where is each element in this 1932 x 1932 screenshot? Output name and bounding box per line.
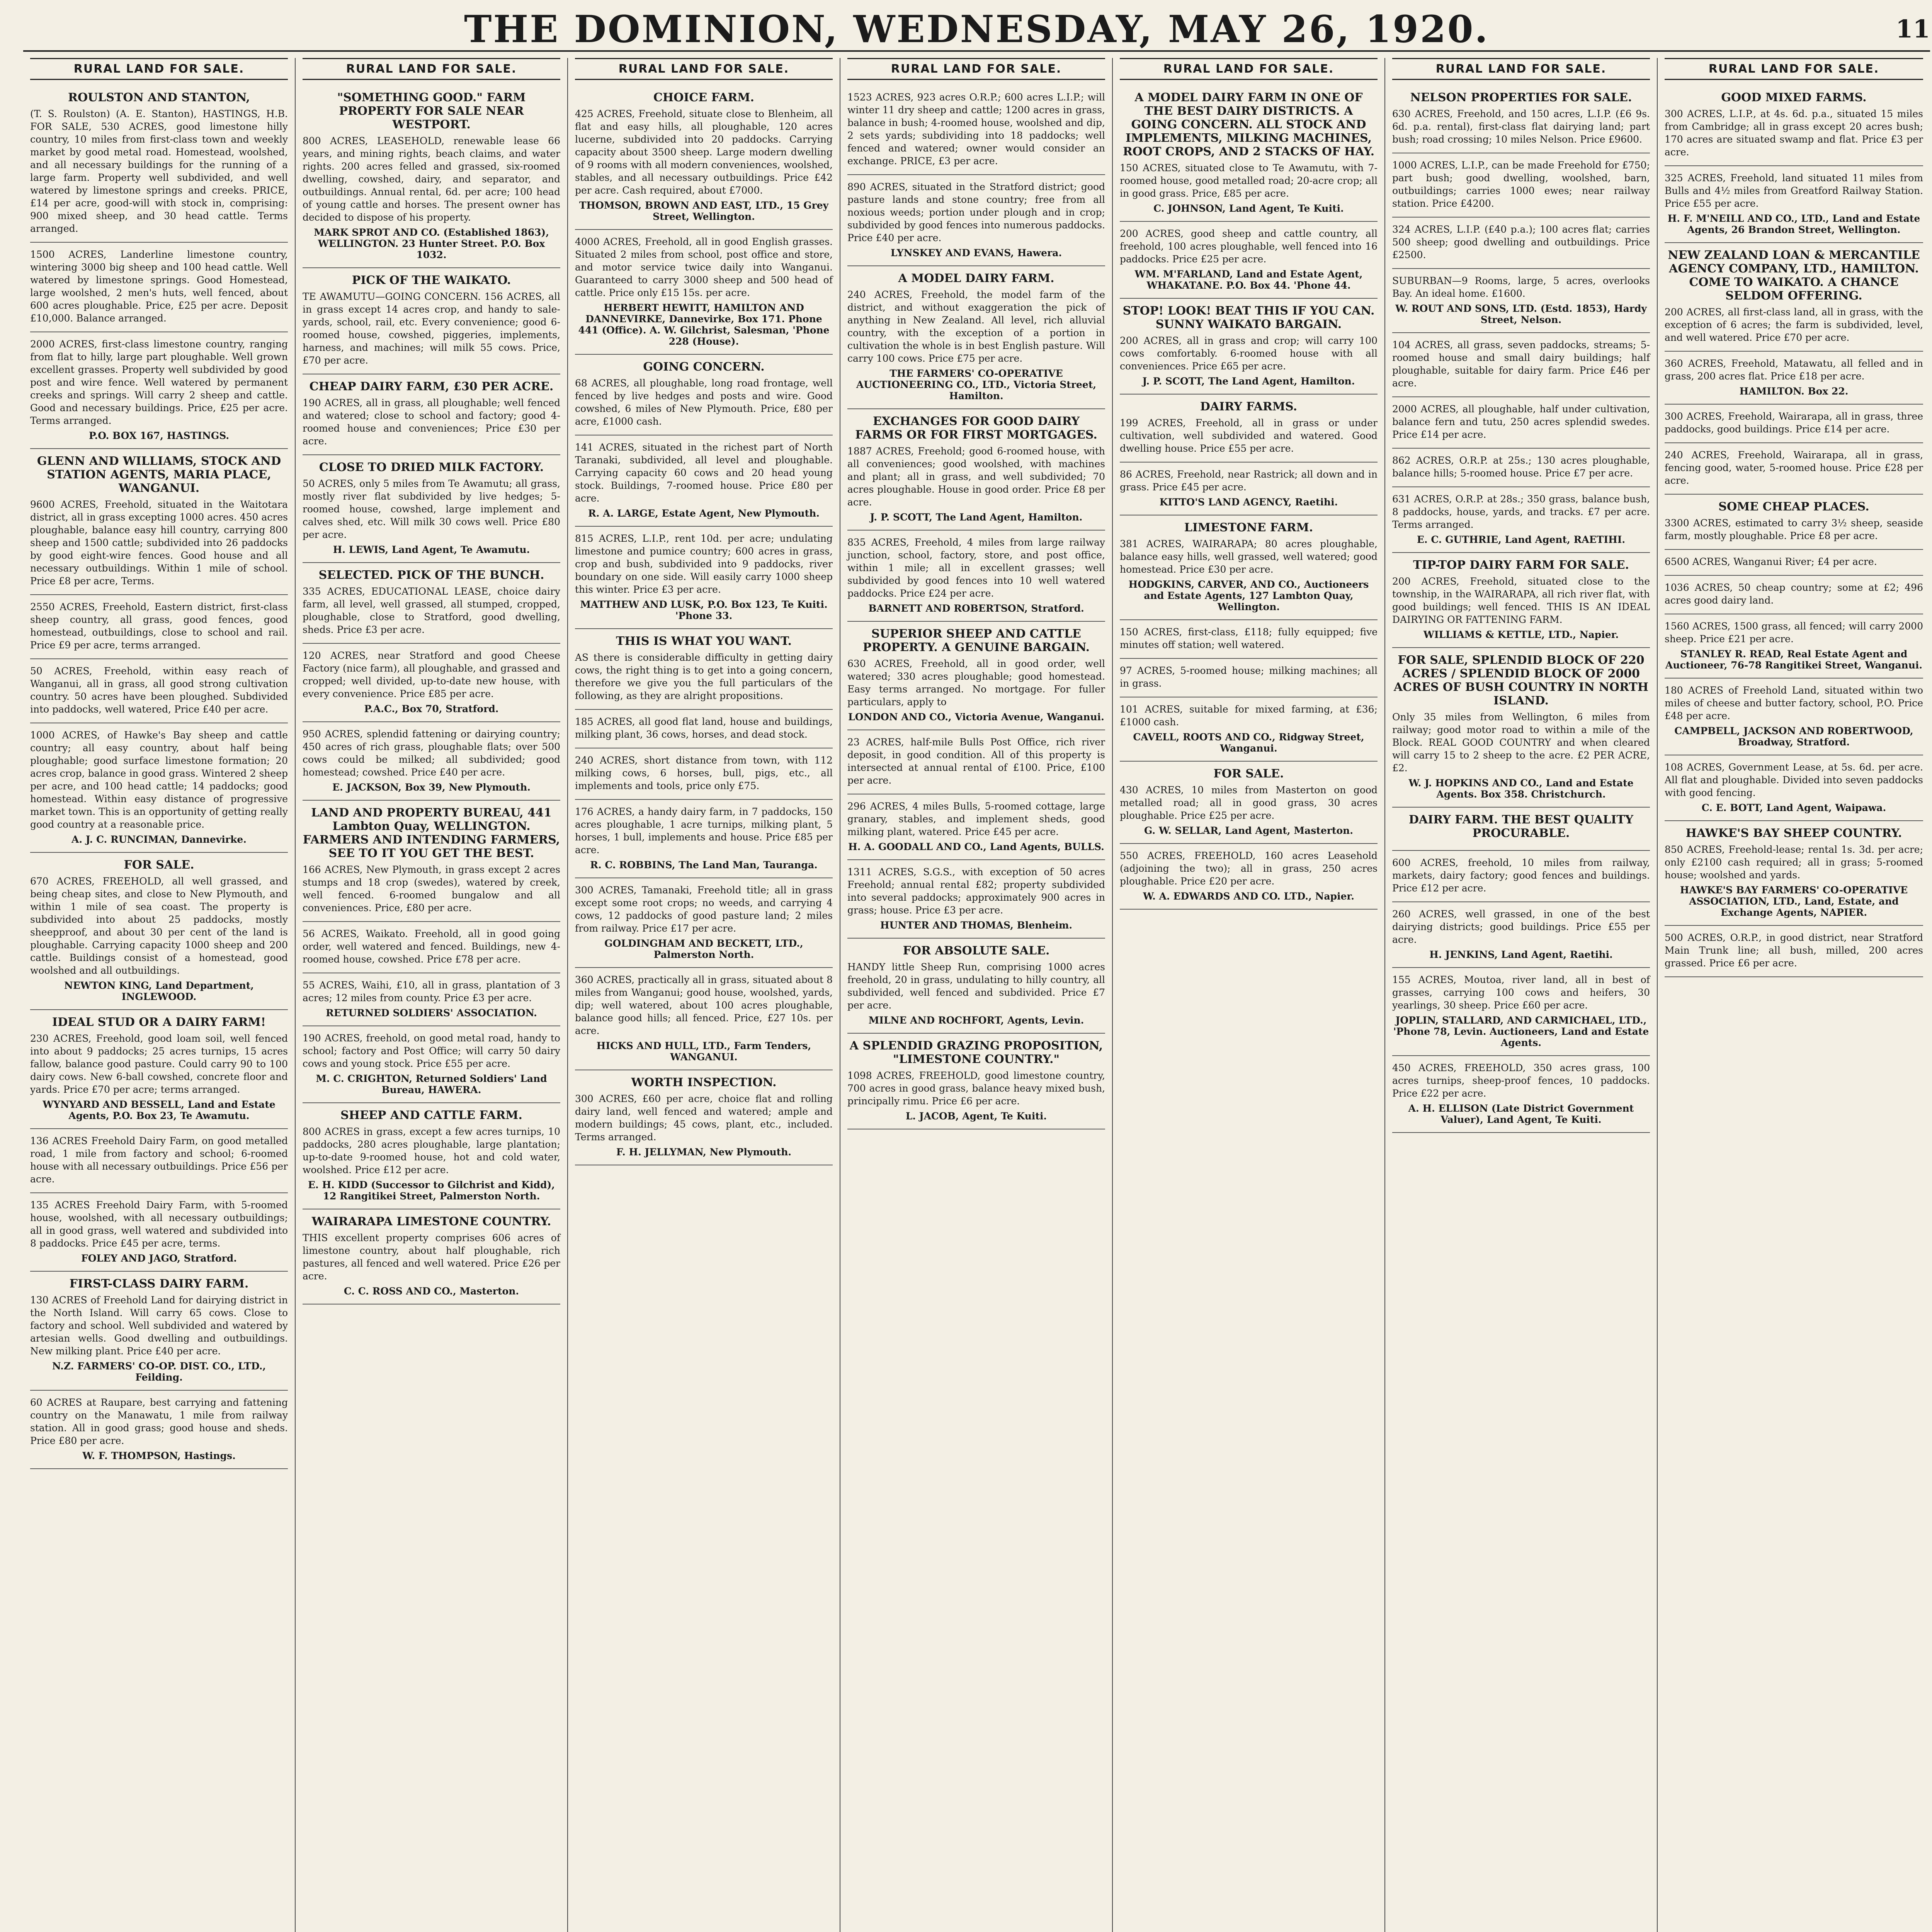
advertisement-body: 631 ACRES, O.R.P. at 28s.; 350 grass, balance bush, 8 paddocks, house, yards, and tracks. £7 per acre. Terms arranged. [1392,493,1650,530]
advertisement-title: WAIRARAPA LIMESTONE COUNTRY. [311,1215,551,1228]
advertisement [575,968,833,1070]
advertisement-body: 600 ACRES, freehold, 10 miles from railway, markets, dairy factory; good fences and buildings. Price £12 per acre. [1392,857,1650,894]
advertiser-signature: RETURNED SOLDIERS' ASSOCIATION. [326,1007,537,1019]
advertisement [1392,153,1650,218]
advertisement [1120,515,1378,620]
advertisement-body: 199 ACRES, Freehold, all in grass or under cultivation, well subdivided and watered. Good dwelling house. Price £55 per acre. [1120,417,1378,454]
advertisement [303,801,560,922]
advertisement-body: 550 ACRES, FREEHOLD, 160 acres Leasehold (adjoining the two); all in grass, 250 acres ploughable. Price £20 per acre. [1120,850,1378,887]
advertiser-signature: GOLDINGHAM AND BECKETT, LTD., Palmerston North. [604,938,803,960]
advertisement [30,853,288,1010]
advertisement-body: 835 ACRES, Freehold, 4 miles from large railway junction, school, factory, store, and post office, within 1 mile; all in excellent grasses; well subdivided by good fences into 10 well watered paddocks. Price £24 per acre. [847,537,1105,599]
newspaper-column [1113,58,1385,1932]
advertisement-body: 300 ACRES, Tamanaki, Freehold title; all in grass except some root crops; no weeds, and carrying 4 cows, 12 paddocks of good pasture land; 2 miles from railway. Price £17 per acre. [575,884,833,934]
advertisement-body: 136 ACRES Freehold Dairy Farm, on good metalled road, 1 mile from factory and school; 6-roomed house with all necessary outbuildings. Price £56 per acre. [30,1135,288,1185]
advertisement-body: 120 ACRES, near Stratford and good Cheese Factory (nice farm), all ploughable, and grassed and cropped; well divided, up-to-date new house, with every convenience. Price £85 per acre. [303,650,560,699]
advertisement [30,1129,288,1193]
advertisement-title: CLOSE TO DRIED MILK FACTORY. [319,461,544,474]
newspaper-column [1385,58,1658,1932]
advertisement [1392,487,1650,553]
advertisement [1665,352,1923,405]
advertisement-body: 2000 ACRES, first-class limestone country, ranging from flat to hilly, large part ploughable. Well grown excellent grasses. Property well subdivided by good post and wire fence. Well watered by permanent creeks and springs. Will carry 2 sheep and cattle. Good and necessary buildings. Price, £25 per acre. Terms arranged. [30,338,288,426]
advertisement [847,1034,1105,1129]
advertisement-title: GOOD MIXED FARMS. [1721,91,1867,104]
advertisement [1392,218,1650,269]
advertisement-body: 850 ACRES, Freehold-lease; rental 1s. 3d. per acre; only £2100 cash required; all in grass; 5-roomed house; woolshed and yards. [1665,844,1923,881]
advertiser-signature: W. ROUT AND SONS, LTD. (Estd. 1853), Hardy Street, Nelson. [1395,303,1647,325]
advertisement-body: 141 ACRES, situated in the richest part of North Taranaki, subdivided, all level and ploughable. Carrying capacity 60 cows and 20 head young stock. Buildings, 7-roomed house. Price £80 per acre. [575,442,833,504]
advertisement [1665,405,1923,443]
advertiser-signature: THOMSON, BROWN AND EAST, LTD., 15 Grey Street, Wellington. [579,200,829,222]
advertisement [303,374,560,455]
advertisement-body: 630 ACRES, Freehold, all in good order, well watered; 330 acres ploughable; good homestead. Easy terms arranged. No mortgage. For fuller particulars, apply to [847,658,1105,707]
advertiser-signature: CAVELL, ROOTS AND CO., Ridgway Street, Wanganui. [1133,731,1364,754]
advertisement-title: HAWKE'S BAY SHEEP COUNTRY. [1685,827,1902,840]
column-heading: RURAL LAND FOR SALE. [575,58,833,80]
masthead [23,8,1930,52]
advertiser-signature: WYNYARD AND BESSELL, Land and Estate Agents, P.O. Box 23, Te Awamutu. [43,1099,276,1121]
advertiser-signature: R. A. LARGE, Estate Agent, New Plymouth. [588,508,820,519]
advertisement-title: IDEAL STUD OR A DAIRY FARM! [52,1015,266,1029]
advertisement-body: 324 ACRES, L.I.P. (£40 p.a.); 100 acres flat; carries 500 sheep; good dwelling and outbuildings. Price £2500. [1392,224,1650,260]
advertisement [1392,333,1650,397]
advertisement-body: TE AWAMUTU—GOING CONCERN. 156 ACRES, all in grass except 14 acres crop, and handy to sale-yards, school, rail, etc. Every convenience; good 6-roomed house, cowshed, piggeries, implements, harness, and machines; will milk 55 cows. Price, £70 per acre. [303,291,560,366]
advertisement [303,563,560,644]
advertiser-signature: FOLEY AND JAGO, Stratford. [81,1253,237,1264]
advertisement [1665,495,1923,550]
advertiser-signature: R. C. ROBBINS, The Land Man, Tauranga. [590,859,818,871]
advertisement [575,355,833,435]
advertisement-body: 450 ACRES, FREEHOLD, 350 acres grass, 100 acres turnips, sheep-proof fences, 10 paddocks. Price £22 per acre. [1392,1062,1650,1099]
newspaper-column [840,58,1113,1932]
advertisement-body: Only 35 miles from Wellington, 6 miles from railway; good motor road to within a mile of the Block. REAL GOOD COUNTRY and when cleared will carry 15 to 2 sheep to the acre. £2 PER ACRE, £2. [1392,711,1650,774]
advertisement-body: 130 ACRES of Freehold Land for dairying district in the North Island. Will carry 65 cows. Close to factory and school. Well subdivided and watered by artesian wells. Good dwelling and outbuildings. New milking plant. Price £40 per acre. [30,1294,288,1357]
advertisement [303,268,560,374]
advertisement-title: ROULSTON AND STANTON, [68,91,250,104]
advertisement-body: 176 ACRES, a handy dairy farm, in 7 paddocks, 150 acres ploughable, 1 acre turnips, milking plant, 5 horses, 1 bull, implements and house. Price £85 per acre. [575,806,833,855]
advertisement [30,1193,288,1272]
advertisement-body: 108 ACRES, Government Lease, at 5s. 6d. per acre. All flat and ploughable. Divided into seven paddocks with good fencing. [1665,762,1923,798]
advertisement-body: 101 ACRES, suitable for mixed farming, at £36; £1000 cash. [1120,704,1378,728]
advertisement [575,435,833,527]
advertisement-body: 1523 ACRES, 923 acres O.R.P.; 600 acres L.I.P.; will winter 11 dry sheep and cattle; 1200 acres in grass, balance in bush; 4-roomed house, woolshed and dip, 2 sets yards; subdividing into 18 paddocks; well fenced and watered; owner would consider an exchange. PRICE, £3 per acre. [847,92,1105,167]
advertisement-body: 240 ACRES, Freehold, the model farm of the district, and without exaggeration the pick of anything in New Zealand. All level, rich alluvial country, with the exception of a portion in cultivation the whole is in best English pasture. Will carry 100 cows. Price £75 per acre. [847,289,1105,364]
advertisement [1392,648,1650,808]
advertisement [30,449,288,595]
advertisement-body: 200 ACRES, good sheep and cattle country, all freehold, 100 acres ploughable, well fenced into 16 paddocks. Price £25 per acre. [1120,228,1378,265]
advertisement [30,595,288,659]
advertiser-signature: C. JOHNSON, Land Agent, Te Kuiti. [1153,203,1344,214]
advertisement-body: 1000 ACRES, of Hawke's Bay sheep and cattle country; all easy country, about half being ploughable; good surface limestone formation; 20 acres crop, balance in good grass. Wintered 2 sheep per acre, and 100 head cattle; 14 paddocks; good homestead. Within easy distance of progressive market town. This is an opportunity of getting really good country at a reasonable price. [30,730,288,830]
advertisement-title: CHEAP DAIRY FARM, £30 PER ACRE. [309,380,554,393]
advertisement [1120,762,1378,844]
advertisement-body: 166 ACRES, New Plymouth, in grass except 2 acres stumps and 18 crop (swedes), watered by creek, well fenced. 6-roomed bungalow and all conveniences. Price, £80 per acre. [303,864,560,913]
advertisement-title: STOP! LOOK! BEAT THIS IF YOU CAN. SUNNY WAIKATO BARGAIN. [1122,304,1375,331]
advertisement-title: CHOICE FARM. [653,91,754,104]
advertiser-signature: HODGKINS, CARVER, AND CO., Auctioneers and Estate Agents, 127 Lambton Quay, Wellington. [1128,579,1369,612]
advertisement-title: FOR SALE. [124,858,194,872]
advertiser-signature: N.Z. FARMERS' CO-OP. DIST. CO., LTD., Feilding. [52,1361,266,1383]
advertisement-title: A SPLENDID GRAZING PROPOSITION, "LIMESTONE COUNTRY." [849,1039,1103,1066]
advertisement [847,622,1105,730]
advertisement [847,85,1105,175]
advertisement [1665,166,1923,243]
advertisement-title: LIMESTONE FARM. [1184,521,1313,534]
advertisement [1392,269,1650,333]
advertisement [1392,85,1650,153]
advertisement [1665,550,1923,576]
advertisement-body: HANDY little Sheep Run, comprising 1000 acres freehold, 20 in grass, undulating to hilly country, all subdivided, well fenced and subdivided. Price £7 per acre. [847,961,1105,1011]
advertisement-title: A MODEL DAIRY FARM. [898,272,1054,285]
advertisement-body: 1311 ACRES, S.G.S., with exception of 50 acres Freehold; annual rental £82; property subdivided into several paddocks; approximately 900 acres in grass; house. Price £3 per acre. [847,866,1105,916]
advertisement [30,1010,288,1129]
advertisement-body: 4000 ACRES, Freehold, all in good English grasses. Situated 2 miles from school, post office and store, and motor service twice daily into Wanganui. Guaranteed to carry 3000 sheep and 500 head of cattle. Price only £15 15s. per acre. [575,236,833,298]
advertiser-signature: LONDON AND CO., Victoria Avenue, Wanganui. [848,711,1104,723]
advertisement-title: A MODEL DAIRY FARM IN ONE OF THE BEST DAIRY DISTRICTS. A GOING CONCERN. ALL STOCK AND IMPLEMENTS, MILKING MACHINES, ROOT CROPS, AND 2 STACKS OF HAY. [1122,91,1375,158]
column-heading: RURAL LAND FOR SALE. [847,58,1105,80]
advertisement [1120,299,1378,395]
advertiser-signature: E. JACKSON, Box 39, New Plymouth. [332,782,531,793]
advertiser-signature: P.O. BOX 167, HASTINGS. [88,430,230,441]
advertisement-body: AS there is considerable difficulty in getting dairy cows, the right thing is to get into a going concern, therefore we give you the full particulars of the following, as they are alright propositions. [575,652,833,701]
advertisement [303,1209,560,1304]
advertisement [30,659,288,723]
advertiser-signature: LYNSKEY AND EVANS, Hawera. [890,247,1062,259]
advertiser-signature: WM. M'FARLAND, Land and Estate Agent, WHAKATANE. P.O. Box 44. 'Phone 44. [1134,269,1363,291]
advertisement-body: 104 ACRES, all grass, seven paddocks, streams; 5-roomed house and small dairy buildings; half ploughable, suitable for dairy farm. Price £46 per acre. [1392,339,1650,389]
advertiser-signature: MILNE AND ROCHFORT, Agents, Levin. [868,1015,1084,1026]
advertisement-title: NELSON PROPERTIES FOR SALE. [1410,91,1632,104]
advertisement [1665,755,1923,821]
advertisement [575,1070,833,1165]
advertisement-body: 180 ACRES of Freehold Land, situated within two miles of cheese and butter factory, school, P.O. Price £48 per acre. [1665,685,1923,721]
advertisement [30,85,288,243]
advertisement-body: 670 ACRES, FREEHOLD, all well grassed, and being cheap sites, and close to New Plymouth, and within 1 mile of sea coast. The property is subdivided into about 25 paddocks, mostly sheepproof, and about 30 per cent of the land is ploughable. Carrying capacity 1000 sheep and 200 cattle. Buildings consist of a homestead, good woolshed and all outbuildings. [30,876,288,976]
advertisement-body: 1560 ACRES, 1500 grass, all fenced; will carry 2000 sheep. Price £21 per acre. [1665,621,1923,645]
page-number: 11 [1895,14,1930,44]
advertisement [303,973,560,1026]
newspaper-column [568,58,840,1932]
advertisement-body: 240 ACRES, short distance from town, with 112 milking cows, 6 horses, bull, pigs, etc., all implements and tools, price only £75. [575,755,833,791]
advertiser-signature: A. J. C. RUNCIMAN, Dannevirke. [71,834,247,845]
advertisement [1665,821,1923,926]
advertisement [1120,463,1378,515]
advertisement-body: 1036 ACRES, 50 cheap country; some at £2; 496 acres good dairy land. [1665,582,1923,606]
advertisement-body: 56 ACRES, Waikato. Freehold, all in good going order, well watered and fenced. Buildings, new 4-roomed house, cowshed. Price £78 per acre. [303,928,560,965]
advertisement [1392,851,1650,902]
advertisement-body: 86 ACRES, Freehold, near Rastrick; all down and in grass. Price £45 per acre. [1120,469,1378,493]
advertisement [847,939,1105,1034]
advertisement [1665,243,1923,352]
advertisement [1665,614,1923,679]
advertisement-body: 950 ACRES, splendid fattening or dairying country; 450 acres of rich grass, ploughable flats; over 500 cows could be milked; all subdivided; good homestead; cowshed. Price £40 per acre. [303,728,560,778]
advertisement [575,878,833,968]
newspaper-title: THE DOMINION, WEDNESDAY, MAY 26, 1920. [464,7,1489,51]
advertisement-title: LAND AND PROPERTY BUREAU, 441 Lambton Quay, WELLINGTON. FARMERS AND INTENDING FARMERS, SEE TO IT YOU GET THE BEST. [303,806,560,860]
advertiser-signature: MATTHEW AND LUSK, P.O. Box 123, Te Kuiti. 'Phone 33. [580,599,828,621]
advertisement-body: 55 ACRES, Waihi, £10, all in grass, plantation of 3 acres; 12 miles from county. Price £3 per acre. [303,980,560,1003]
advertisement-body: 60 ACRES at Raupare, best carrying and fattening country on the Manawatu, 1 mile from railway station. All in good grass; good house and sheds. Price £80 per acre. [30,1397,288,1446]
advertisement-body: 300 ACRES, L.I.P., at 4s. 6d. p.a., situated 15 miles from Cambridge; all in grass except 20 acres bush; 170 acres are situated swamp and flat. Price £3 per acre. [1665,108,1923,158]
advertisement [30,1272,288,1391]
advertisement-body: 97 ACRES, 5-roomed house; milking machines; all in grass. [1120,665,1378,689]
advertisement-body: 2550 ACRES, Freehold, Eastern district, first-class sheep country, all grass, good fences, good homestead, outbuildings, close to school and rail. Price £9 per acre, terms arranged. [30,601,288,651]
advertisement-title: FOR ABSOLUTE SALE. [903,944,1050,957]
advertisement [30,1391,288,1469]
advertisement-body: 325 ACRES, Freehold, land situated 11 miles from Bulls and 4½ miles from Greatford Railway Station. Price £55 per acre. [1665,172,1923,209]
advertisement [847,266,1105,409]
advertisement [303,455,560,563]
advertisement [1665,443,1923,495]
advertisement-body: 815 ACRES, L.I.P., rent 10d. per acre; undulating limestone and pumice country; 600 acres in grass, crop and bush, subdivided into 9 paddocks, river boundary on one side. Will easily carry 1000 sheep this winter. Price £3 per acre. [575,533,833,595]
column-heading: RURAL LAND FOR SALE. [1665,58,1923,80]
advertiser-signature: HUNTER AND THOMAS, Blenheim. [880,920,1073,931]
advertiser-signature: G. W. SELLAR, Land Agent, Masterton. [1144,825,1354,836]
advertisement-body: 2000 ACRES, all ploughable, half under cultivation, balance fern and tutu, 250 acres splendid swedes. Price £14 per acre. [1392,403,1650,440]
advertiser-signature: C. E. BOTT, Land Agent, Waipawa. [1701,802,1886,813]
advertisement-body: 240 ACRES, Freehold, Wairarapa, all in grass, fencing good, water, 5-roomed house. Price £28 per acre. [1665,449,1923,486]
advertiser-signature: THE FARMERS' CO-OPERATIVE AUCTIONEERING CO., LTD., Victoria Street, Hamilton. [856,368,1097,401]
advertiser-signature: HICKS AND HULL, LTD., Farm Tenders, WANGANUI. [596,1040,811,1063]
advertisement-body: 1500 ACRES, Landerline limestone country, wintering 3000 big sheep and 100 head cattle. Well watered by limestone springs. Good Homestead, large woolshed, 2 men's huts, well fenced, about 600 acres ploughable. Price, £25 per acre. Deposit £10,000. Balance arranged. [30,249,288,324]
advertisement [1665,926,1923,977]
advertisement [1392,449,1650,487]
advertiser-signature: A. H. ELLISON (Late District Government Valuer), Land Agent, Te Kuiti. [1408,1103,1634,1125]
advertisement-body: 190 ACRES, all in grass, all ploughable; well fenced and watered; close to school and factory; good 4-roomed house and conveniences; Price £30 per acre. [303,397,560,447]
advertisement-body: 360 ACRES, practically all in grass, situated about 8 miles from Wanganui; good house, woolshed, yards, dip; well watered, about 100 acres ploughable, balance good hills; all fenced. Price, £27 10s. per acre. [575,974,833,1036]
advertiser-signature: E. C. GUTHRIE, Land Agent, RAETIHI. [1417,534,1626,545]
advertisement-body: 135 ACRES Freehold Dairy Farm, with 5-roomed house, woolshed, with all necessary outbuildings; all in good grass, well watered and subdivided into 8 paddocks. Price £45 per acre, terms. [30,1199,288,1249]
advertisement-title: THIS IS WHAT YOU WANT. [616,634,792,648]
advertisement [1392,1056,1650,1133]
advertisement-body: 200 ACRES, all first-class land, all in grass, with the exception of 6 acres; the farm is subdivided, level, and well watered. Price £70 per acre. [1665,306,1923,343]
advertisement-title: GOING CONCERN. [643,360,765,374]
advertisement [303,1026,560,1103]
advertisement [1120,85,1378,222]
advertisement-body: 630 ACRES, Freehold, and 150 acres, L.I.P. (£6 9s. 6d. p.a. rental), first-class flat dairying land; part bush; road crossing; 10 miles Nelson. Price £9600. [1392,108,1650,145]
advertisement [1120,395,1378,463]
advertisement [847,175,1105,266]
column-heading: RURAL LAND FOR SALE. [1392,58,1650,80]
advertisement [303,644,560,722]
advertisement [1665,85,1923,166]
advertiser-signature: JOPLIN, STALLARD, AND CARMICHAEL, LTD., 'Phone 78, Levin. Auctioneers, Land and Estate Agents. [1393,1015,1649,1048]
advertiser-signature: E. H. KIDD (Successor to Gilchrist and Kidd), 12 Rangitikei Street, Palmerston North. [308,1179,555,1202]
advertisement [1120,844,1378,910]
advertisement [30,723,288,853]
advertiser-signature: STANLEY R. READ, Real Estate Agent and Auctioneer, 76-78 Rangitikei Street, Wanganui. [1665,648,1923,671]
advertisement-body: 6500 ACRES, Wanganui River; £4 per acre. [1665,556,1877,567]
newspaper-column [23,58,296,1932]
advertiser-signature: H. LEWIS, Land Agent, Te Awamutu. [333,544,530,555]
newspaper-column [296,58,568,1932]
advertiser-signature: H. A. GOODALL AND CO., Land Agents, BULLS. [848,841,1104,852]
advertiser-signature: W. J. HOPKINS AND CO., Land and Estate Agents. Box 358. Christchurch. [1408,777,1634,800]
column-heading: RURAL LAND FOR SALE. [1120,58,1378,80]
advertisement-body: 335 ACRES, EDUCATIONAL LEASE, choice dairy farm, all level, well grassed, all stumped, cropped, ploughable, close to Stratford, good dwelling, sheds. Price £3 per acre. [303,586,560,635]
advertisement-title: DAIRY FARMS. [1200,400,1298,413]
advertiser-signature: NEWTON KING, Land Department, INGLEWOOD. [64,980,254,1002]
advertisement [575,527,833,629]
advertisement [303,922,560,973]
advertisement [1392,968,1650,1056]
advertisement [303,722,560,801]
advertisement [1120,659,1378,697]
advertiser-signature: C. C. ROSS AND CO., Masterton. [344,1286,519,1297]
advertisement-body: 185 ACRES, all good flat land, house and buildings, milking plant, 36 cows, horses, and dead stock. [575,716,833,740]
advertisement [847,730,1105,794]
advertisement-body: 50 ACRES, Freehold, within easy reach of Wanganui, all in grass, all good strong cultivation country. 50 acres have been ploughed. Subdivided into paddocks, well watered, Price £40 per acre. [30,665,288,715]
advertisement-body: 890 ACRES, situated in the Stratford district; good pasture lands and stone country; free from all noxious weeds; portion under plough and in crop; subdivided by good fences into numerous paddocks. Price £40 per acre. [847,181,1105,243]
advertiser-signature: W. A. EDWARDS AND CO. LTD., Napier. [1143,891,1355,902]
advertisement-body: 50 ACRES, only 5 miles from Te Awamutu; all grass, mostly river flat subdivided by live hedges; 5-roomed house, cowshed, large implement and calves shed, etc. Will milk 30 cows well. Price £80 per acre. [303,478,560,540]
advertisement-title: WORTH INSPECTION. [631,1076,777,1089]
advertisement-body: SUBURBAN—9 Rooms, large, 5 acres, overlooks Bay. An ideal home. £1600. [1392,275,1650,299]
advertiser-signature: HAWKE'S BAY FARMERS' CO-OPERATIVE ASSOCIATION, LTD., Land, Estate, and Exchange Agents, NAPIER. [1680,884,1908,918]
advertisement [1665,576,1923,614]
advertisement-body: 430 ACRES, 10 miles from Masterton on good metalled road; all in good grass, 30 acres ploughable. Price £25 per acre. [1120,784,1378,821]
column-heading: RURAL LAND FOR SALE. [30,58,288,80]
advertisement-body: 200 ACRES, all in grass and crop; will carry 100 cows comfortably. 6-roomed house with all conveniences. Price £65 per acre. [1120,335,1378,372]
advertisement [303,1103,560,1209]
advertiser-signature: KITTO'S LAND AGENCY, Raetihi. [1159,497,1338,508]
advertiser-signature: MARK SPROT AND CO. (Established 1863), WELLINGTON. 23 Hunter Street. P.O. Box 1032. [314,227,549,260]
advertisement-body: THIS excellent property comprises 606 acres of limestone country, about half ploughable, rich pastures, all fenced and well watered. Price £26 per acre. [303,1232,560,1282]
advertisement-body: 150 ACRES, situated close to Te Awamutu, with 7-roomed house, good metalled road; 20-acre crop; all in good grass. Price, £85 per acre. [1120,162,1378,199]
advertisement [575,710,833,748]
advertisement-body: 1000 ACRES, L.I.P., can be made Freehold for £750; part bush; good dwelling, woolshed, barn, outbuildings; carries 1000 ewes; near railway station. Price £4200. [1392,160,1650,209]
advertisement [847,794,1105,860]
advertisement [575,85,833,230]
advertisement [847,531,1105,622]
advertisement-body: 260 ACRES, well grassed, in one of the best dairying districts; good buildings. Price £55 per acre. [1392,908,1650,945]
advertiser-signature: J. P. SCOTT, The Land Agent, Hamilton. [870,512,1083,523]
advertisement-body: 190 ACRES, freehold, on good metal road, handy to school; factory and Post Office; will carry 50 dairy cows and young stock. Price £55 per acre. [303,1032,560,1069]
advertisement [847,860,1105,939]
advertisement-title: FIRST-CLASS DAIRY FARM. [69,1277,249,1291]
advertisement-title: EXCHANGES FOR GOOD DAIRY FARMS OR FOR FIRST MORTGAGES. [855,415,1097,442]
advertisement-body: 9600 ACRES, Freehold, situated in the Waitotara district, all in grass excepting 1000 acres. 450 acres ploughable, balance easy hill country, carrying 800 sheep and 1500 cattle; subdivided into 26 paddocks by good eight-wire fences. Good house and all necessary outbuildings. Within 1 mile of school. Price £8 per acre, Terms. [30,499,288,587]
advertisement-body: 360 ACRES, Freehold, Matawatu, all felled and in grass, 200 acres flat. Price £18 per acre. [1665,358,1923,382]
advertisement-body: 3300 ACRES, estimated to carry 3½ sheep, seaside farm, mostly ploughable. Price £8 per acre. [1665,517,1923,541]
advertisement [303,85,560,268]
advertisement-body: 68 ACRES, all ploughable, long road frontage, well fenced by live hedges and posts and wire. Good cowshed, 6 miles of New Plymouth. Price, £80 per acre, £1000 cash. [575,378,833,427]
advertisement [1120,697,1378,762]
advertisement [575,800,833,878]
advertiser-signature: P.A.C., Box 70, Stratford. [364,703,499,714]
advertiser-signature: HAMILTON. Box 22. [1739,386,1849,397]
advertisement-body: 296 ACRES, 4 miles Bulls, 5-roomed cottage, large granary, stables, and implement sheds, good milking plant, watered. Price £45 per acre. [847,801,1105,837]
advertisement-body: 381 ACRES, WAIRARAPA; 80 acres ploughable, balance easy hills, well grassed, well watered; good homestead. Price £30 per acre. [1120,538,1378,575]
advertiser-signature: HERBERT HEWITT, HAMILTON AND DANNEVIRKE, Dannevirke, Box 171. Phone 441 (Office). A. W. Gilchrist, Salesman, 'Phone 228 (House). [578,302,830,347]
classified-columns [23,58,1930,1932]
advertiser-signature: F. H. JELLYMAN, New Plymouth. [616,1146,792,1158]
advertisement-title: TIP-TOP DAIRY FARM FOR SALE. [1413,558,1629,572]
advertiser-signature: W. F. THOMPSON, Hastings. [82,1450,236,1461]
column-heading: RURAL LAND FOR SALE. [303,58,560,80]
advertisement [1392,397,1650,449]
advertisement-body: 150 ACRES, first-class, £118; fully equipped; five minutes off station; well watered. [1120,626,1378,650]
advertisement-title: SOME CHEAP PLACES. [1718,500,1869,514]
advertisement [1392,553,1650,648]
advertisement-body: (T. S. Roulston) (A. E. Stanton), HASTINGS, H.B. FOR SALE, 530 ACRES, good limestone hilly country, 10 miles from first-class town and weekly market by good metal road. Homestead, woolshed, and all necessary buildings for the running of a large farm. Property well subdivided, and well watered by limestone springs and creeks. PRICE, £14 per acre, good-will with stock in, comprising: 900 mixed sheep, and 30 head cattle. Terms arranged. [30,108,288,234]
advertisement-body: 200 ACRES, Freehold, situated close to the township, in the WAIRARAPA, all rich river flat, with good buildings; well fenced. THIS IS AN IDEAL DAIRYING OR FATTENING FARM. [1392,576,1650,625]
advertisement-title: PICK OF THE WAIKATO. [352,274,511,287]
advertisement-title: FOR SALE. [1213,767,1284,781]
newspaper-column [1658,58,1930,1932]
advertisement-title: GLENN AND WILLIAMS, STOCK AND STATION AGENTS, MARIA PLACE, WANGANUI. [37,454,281,495]
advertisement-body: 800 ACRES, LEASEHOLD, renewable lease 66 years, and mining rights, beach claims, and water rights. 200 acres felled and grassed, six-roomed dwelling, cowshed, dairy, and separator, and outbuildings. Annual rental, 6d. per acre; 100 head of young cattle and horses. The present owner has decided to dispose of his property. [303,135,560,223]
advertisement-body: 800 ACRES in grass, except a few acres turnips, 10 paddocks, 280 acres ploughable, large plantation; up-to-date 9-roomed house, hot and cold water, woolshed. Price £12 per acre. [303,1126,560,1175]
advertiser-signature: M. C. CRIGHTON, Returned Soldiers' Land Bureau, HAWERA. [316,1073,547,1095]
advertiser-signature: L. JACOB, Agent, Te Kuiti. [905,1111,1047,1122]
advertisement [575,748,833,800]
advertiser-signature: CAMPBELL, JACKSON AND ROBERTWOOD, Broadway, Stratford. [1674,725,1913,748]
advertiser-signature: BARNETT AND ROBERTSON, Stratford. [868,603,1084,614]
advertisement-title: SHEEP AND CATTLE FARM. [340,1109,522,1122]
advertisement-title: SUPERIOR SHEEP AND CATTLE PROPERTY. A GENUINE BARGAIN. [862,627,1090,654]
advertiser-signature: H. JENKINS, Land Agent, Raetihi. [1429,949,1613,960]
advertisement [1392,808,1650,851]
advertisement [1120,620,1378,659]
advertisement-body: 1887 ACRES, Freehold; good 6-roomed house, with all conveniences; good woolshed, with machines and plant; all in grass, and well subdivided; 70 acres ploughable. House in good order. Price £8 per acre. [847,446,1105,508]
advertisement-body: 230 ACRES, Freehold, good loam soil, well fenced into about 9 paddocks; 25 acres turnips, 15 acres fallow, balance good pasture. Could carry 90 to 100 dairy cows. New 6-ball cowshed, concrete floor and yards. Price £70 per acre; terms arranged. [30,1033,288,1095]
advertisement-title: FOR SALE, SPLENDID BLOCK OF 220 ACRES / SPLENDID BLOCK OF 2000 ACRES OF BUSH COUNTRY IN NORTH ISLAND. [1393,653,1649,707]
advertisement-body: 300 ACRES, Freehold, Wairarapa, all in grass, three paddocks, good buildings. Price £14 per acre. [1665,411,1923,435]
advertisement [1120,222,1378,299]
advertiser-signature: WILLIAMS & KETTLE, LTD., Napier. [1423,629,1619,640]
advertisement-body: 425 ACRES, Freehold, situate close to Blenheim, all flat and easy hills, all ploughable, 120 acres lucerne, subdivided into 20 paddocks. Carrying capacity about 3500 sheep. Large modern dwelling of 9 rooms with all modern conveniences, woolshed, stables, and all necessary outbuildings. Price £42 per acre. Cash required, about £7000. [575,108,833,196]
advertisement-title: "SOMETHING GOOD." FARM PROPERTY FOR SALE NEAR WESTPORT. [337,91,526,131]
advertisement-title: DAIRY FARM. THE BEST QUALITY PROCURABLE. [1408,813,1634,840]
advertisement [1665,679,1923,755]
advertisement-body: 500 ACRES, O.R.P., in good district, near Stratford Main Trunk line; all bush, milled, 200 acres grassed. Price £6 per acre. [1665,932,1923,969]
advertisement-body: 862 ACRES, O.R.P. at 25s.; 130 acres ploughable, balance hills; 5-roomed house. Price £7 per acre. [1392,455,1650,479]
advertisement-body: 155 ACRES, Moutoa, river land, all in best of grasses, carrying 100 cows and heifers, 30 yearlings, 30 sheep. Price £60 per acre. [1392,974,1650,1011]
advertisement [575,230,833,355]
advertiser-signature: J. P. SCOTT, The Land Agent, Hamilton. [1142,376,1355,387]
advertiser-signature: H. F. M'NEILL AND CO., LTD., Land and Estate Agents, 26 Brandon Street, Wellington. [1667,213,1920,235]
advertisement [30,332,288,449]
advertisement-body: 1098 ACRES, FREEHOLD, good limestone country, 700 acres in good grass, balance heavy mixed bush, principally rimu. Price £6 per acre. [847,1070,1105,1107]
advertisement [847,409,1105,531]
advertisement-title: SELECTED. PICK OF THE BUNCH. [318,568,544,582]
advertisement [1392,902,1650,968]
advertisement [575,629,833,710]
advertisement-title: NEW ZEALAND LOAN & MERCANTILE AGENCY COMPANY, LTD., HAMILTON. COME TO WAIKATO. A CHANCE SELDOM OFFERING. [1668,248,1920,303]
advertisement-body: 23 ACRES, half-mile Bulls Post Office, rich river deposit, in good condition. All of this property is intersected at annual rental of £100. Price, £100 per acre. [847,736,1105,786]
advertisement-body: 300 ACRES, £60 per acre, choice flat and rolling dairy land, well fenced and watered; ample and modern buildings; 45 cows, plant, etc., included. Terms arranged. [575,1093,833,1143]
advertisement [30,243,288,332]
